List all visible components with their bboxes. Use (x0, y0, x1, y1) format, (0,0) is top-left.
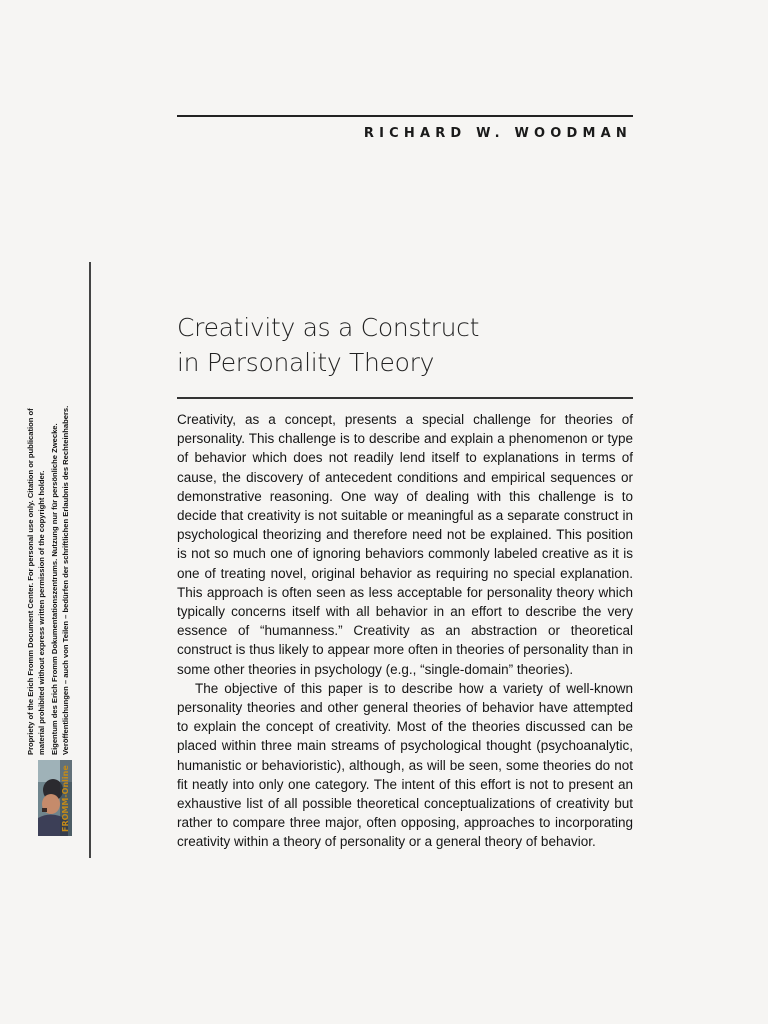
article-body (177, 410, 633, 852)
copyright-line-4: Veröffentlichungen – auch von Teilen – bedürfen der schriftlichen Erlaubnis des Rechteinhabers. (60, 405, 70, 755)
title-line-1: Creativity as a Construct (177, 313, 480, 342)
fromm-online-label: FROMM-Online (61, 765, 70, 832)
body-paragraph-1: Creativity, as a concept, presents a special challenge for theories of personality. This challenge is to describe and explain a phenomenon or type of behavior which does not readily lend itself to explanations in terms of cause, the discovery of antecedent conditions and empirical sequences or demonstrative reasoning. One way of dealing with this challenge is to decide that creativity is not suitable or meaningful as a separate construct in psychological theorizing and therefore need not be explained. This position is not so much one of ignoring behaviors commonly labeled creative as it is one of treating novel, original behavior as requiring no special explanation. This approach is often seen as less acceptable for personality theory which typically concerns itself with all behavior in an effort to describe the very essence of “humanness.” Creativity as an abstraction or theoretical construct is thus likely to appear more often in theories of personality than in some other theories in psychology (e.g., “single-domain” theories). (177, 412, 633, 677)
body-paragraph-2: The objective of this paper is to describe how a variety of well-known personality theories and other general theories of behavior have attempted to explain the concept of creativity. Most of the theories discussed can be placed within three main streams of psychological thought (psychoanalytic, humanistic or behavioristic), although, as will be seen, some theories do not fit neatly into only one category. The intent of this effort is not to present an exhaustive list of all possible theoretical conceptualizations of creativity but rather to compare three major, often opposing, approaches to incorporating creativity within a theory of personality or a general theory of behavior. (177, 680, 633, 850)
copyright-notice (26, 255, 78, 755)
copyright-line-2: material prohibited without express written permission of the copyright holder. (36, 470, 46, 755)
title-line-2: in Personality Theory (177, 348, 435, 377)
side-rule (89, 262, 91, 858)
title-rule (177, 397, 633, 399)
copyright-line-1: Propriety of the Erich Fromm Document Center. For personal use only. Citation or publication of (26, 408, 35, 755)
author-name: RICHARD W. WOODMAN (363, 126, 632, 141)
top-rule (177, 115, 633, 117)
copyright-line-3: Eigentum des Erich Fromm Dokumentationszentrums. Nutzung nur für persönliche Zwecke. (50, 423, 59, 755)
article-title (177, 310, 637, 380)
